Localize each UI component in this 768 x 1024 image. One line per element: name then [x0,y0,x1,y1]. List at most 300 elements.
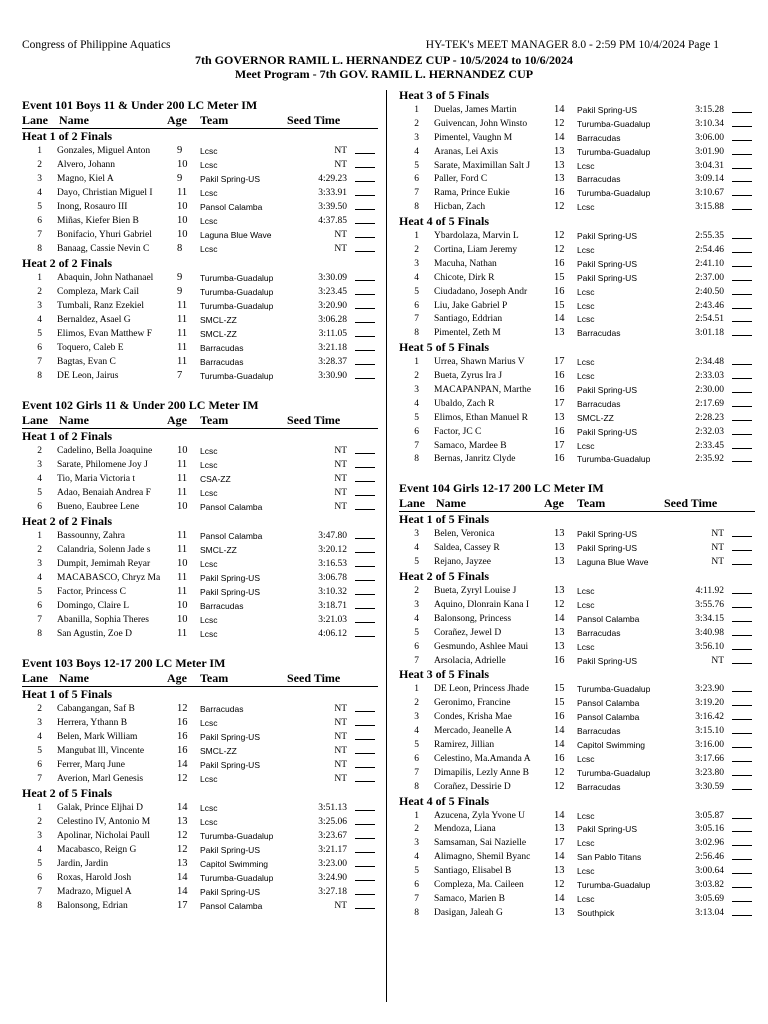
finals-time-blank [732,126,752,127]
entry-row [22,857,378,871]
swimmer-name: Banaag, Cassie Nevin C [57,244,150,254]
swimmer-name: Adao, Benaiah Andrea F [57,488,151,498]
seed-time: 3:21.17 [318,845,347,855]
swimmer-age: 16 [554,384,565,396]
swimmer-name: Macuha, Nathan [434,258,497,269]
swimmer-name: Aranas, Lei Axis [434,146,499,157]
swimmer-age: 16 [554,187,565,199]
swimmer-age: 11 [177,459,188,470]
team-name: Lcsc [577,245,595,256]
entry-row [22,200,378,214]
swimmer-name: Samaco, Mardee B [434,440,507,451]
finals-time-blank [355,495,375,496]
finals-time-blank [355,767,375,768]
entry-row [399,541,755,555]
lane-number: 3 [414,132,419,143]
finals-time-blank [355,739,375,740]
swimmer-age: 12 [177,703,188,714]
heat-title: Heat 2 of 5 Finals [399,569,489,584]
finals-time-blank [355,153,375,154]
seed-time: 3:24.90 [318,873,347,883]
swimmer-name: MACABASCO, Chryz Ma [57,573,161,583]
finals-time-blank [355,181,375,182]
team-name: Pansol Calamba [200,202,263,212]
entry-row [22,829,378,843]
finals-time-blank [732,420,752,421]
seed-time: NT [334,460,347,470]
swimmer-age: 11 [177,530,188,541]
team-name: Lcsc [200,774,218,784]
swimmer-name: Compleza, Ma. Caileen [434,879,524,890]
team-name: Lcsc [200,615,218,625]
lane-number: 2 [414,698,419,709]
entry-row [22,228,378,242]
entry-row [399,172,755,186]
entry-row [22,529,378,543]
swimmer-age: 16 [554,654,565,666]
swimmer-name: Gesmundo, Ashlee Maui [434,641,529,652]
entry-row [22,285,378,299]
swimmer-name: Sarate, Philomene Joy J [57,460,148,470]
swimmer-name: Domingo, Claire L [57,601,130,611]
team-name: Turumba-Guadalup [200,301,274,311]
entry-row [399,892,755,906]
swimmer-age: 17 [554,837,565,849]
swimmer-name: Elimos, Ethan Manuel R [434,412,528,423]
team-name: Pakil Spring-US [200,760,260,770]
team-name: Pakil Spring-US [577,426,637,437]
swimmer-name: Calandria, Solenn Jade s [57,545,151,555]
team-name: Pakil Spring-US [200,174,260,184]
team-name: San Pablo Titans [577,852,642,863]
entry-row [22,486,378,500]
lane-number: 8 [414,202,419,213]
seed-time: 4:06.12 [318,629,347,639]
lane-number: 3 [414,385,419,396]
swimmer-name: Averion, Marl Genesis [57,774,144,784]
team-name: Lcsc [577,160,595,171]
heat-title: Heat 3 of 5 Finals [399,667,489,682]
heat-title: Heat 1 of 2 Finals [22,429,112,443]
team-name: Turumba-Guadalup [577,767,651,778]
software-info: HY-TEK's MEET MANAGER 8.0 - 2:59 PM 10/4/2024 Page 1 [425,39,719,51]
swimmer-age: 16 [554,453,565,465]
lane-number: 4 [414,726,419,737]
entry-row [399,200,755,214]
seed-time: 3:20.90 [318,301,347,311]
swimmer-name: Bernaldez, Asael G [57,315,131,325]
swimmer-name: Bueno, Eaubree Lene [57,502,140,512]
entry-row [22,627,378,641]
team-name: Barracudas [200,704,244,714]
lane-number: 7 [414,314,419,325]
swimmer-age: 11 [177,572,188,583]
entry-row [399,696,755,710]
entry-row [399,780,755,794]
team-name: Lcsc [577,202,595,213]
seed-time: 3:16.53 [318,559,347,569]
entry-row [399,710,755,724]
team-name: SMCL-ZZ [577,412,614,423]
age-header: Age [167,671,187,685]
finals-time-blank [732,887,752,888]
seed-time: 3:02.96 [695,838,724,849]
team-name: Capitol Swimming [200,859,269,869]
entry-row [399,752,755,766]
seed-time: 3:16.00 [695,739,724,750]
finals-time-blank [355,364,375,365]
entry-row [399,906,755,920]
team-name: Barracudas [577,132,621,143]
swimmer-age: 9 [177,286,183,297]
team-name: Laguna Blue Wave [200,230,272,240]
seed-time: 2:32.03 [695,426,724,437]
team-name: Pansol Calamba [200,901,263,911]
swimmer-name: Hicban, Zach [434,202,486,213]
finals-time-blank [732,607,752,608]
swimmer-age: 12 [554,230,565,242]
team-name: Pansol Calamba [577,712,640,723]
lane-number: 7 [37,230,42,240]
finals-time-blank [732,181,752,182]
swimmer-age: 14 [554,892,565,904]
seed-time: 2:55.35 [695,231,724,242]
swimmer-age: 8 [177,243,183,254]
lane-number: 4 [414,272,419,283]
seed-time-header: Seed Time [664,496,718,511]
team-name: Lcsc [200,160,218,170]
finals-time-blank [355,251,375,252]
lane-number: 8 [37,629,42,639]
entry-row [22,744,378,758]
finals-time-blank [355,636,375,637]
seed-time: NT [334,746,347,756]
entry-row [399,285,755,299]
team-name: CSA-ZZ [200,474,231,484]
swimmer-age: 16 [554,711,565,723]
lane-number: 6 [37,873,42,883]
team-name: Pakil Spring-US [200,845,260,855]
entry-row [399,878,755,892]
swimmer-name: Chicote, Dirk R [434,272,495,283]
lane-number: 8 [414,328,419,339]
team-name: Pakil Spring-US [577,231,637,242]
swimmer-name: Cadelino, Bella Joaquine [57,446,153,456]
team-name: Turumba-Guadalup [577,146,651,157]
entry-row [22,144,378,158]
swimmer-name: Belen, Veronica [434,529,495,540]
seed-time: 3:27.18 [318,887,347,897]
heat-title: Heat 5 of 5 Finals [399,340,489,355]
swimmer-age: 13 [554,145,565,157]
team-name: Lcsc [200,488,218,498]
swimmer-name: Ubaldo, Zach R [434,398,495,409]
lane-number: 5 [37,746,42,756]
finals-time-blank [355,322,375,323]
entry-row [22,543,378,557]
lane-number: 3 [37,559,42,569]
lane-number: 3 [37,174,42,184]
entry-row [22,899,378,913]
entry-row [22,313,378,327]
entry-row [399,439,755,453]
swimmer-age: 13 [554,906,565,918]
entry-row [399,555,755,569]
finals-time-blank [732,705,752,706]
seed-time: 3:20.12 [318,545,347,555]
finals-time-blank [355,195,375,196]
swimmer-age: 7 [177,370,183,381]
team-name: Barracudas [577,328,621,339]
swimmer-age: 10 [177,501,188,512]
event-title: Event 101 Boys 11 & Under 200 LC Meter IM [22,98,258,112]
team-name: Lcsc [577,371,595,382]
swimmer-age: 13 [554,626,565,638]
lane-number: 6 [37,601,42,611]
swimmer-name: Belen, Mark William [57,732,138,742]
seed-time: 2:54.51 [695,314,724,325]
swimmer-age: 13 [554,542,565,554]
seed-time: NT [711,543,724,554]
entry-row [399,598,755,612]
lane-number: 7 [414,655,419,666]
finals-time-blank [732,789,752,790]
entry-row [22,341,378,355]
swimmer-name: Mendoza, Liana [434,824,496,835]
team-name: Barracudas [577,627,621,638]
swimmer-name: MACAPANPAN, Marthe [434,385,531,396]
team-name: Turumba-Guadalup [577,188,651,199]
seed-time: 3:40.98 [695,627,724,638]
swimmer-age: 11 [177,328,188,339]
swimmer-age: 10 [177,159,188,170]
lane-number: 6 [37,502,42,512]
swimmer-name: Galak, Prince Eljhai D [57,803,144,813]
swimmer-name: Celestino IV, Antonio M [57,817,151,827]
seed-time: 2:37.00 [695,272,724,283]
entry-row [399,383,755,397]
heat-title: Heat 4 of 5 Finals [399,214,489,229]
swimmer-age: 12 [554,780,565,792]
lane-number: 2 [414,586,419,597]
entry-row [399,626,755,640]
swimmer-age: 13 [177,816,188,827]
swimmer-name: Dumpit, Jemimah Reyar [57,559,151,569]
team-name: Turumba-Guadalup [200,273,274,283]
swimmer-name: Sarate, Maximillan Salt J [434,160,531,171]
entry-row [399,229,755,243]
seed-time: 3:10.67 [695,188,724,199]
team-name: Lcsc [577,586,595,597]
entry-row [399,145,755,159]
entry-row [399,640,755,654]
team-name: Pakil Spring-US [577,655,637,666]
lane-number: 3 [414,712,419,723]
entry-row [399,425,755,439]
seed-time: 3:17.66 [695,753,724,764]
swimmer-name: San Agustin, Zoe D [57,629,132,639]
entry-row [399,584,755,598]
seed-time: 3:23.67 [318,831,347,841]
swimmer-name: Elimos, Evan Matthew F [57,329,152,339]
swimmer-age: 14 [177,886,188,897]
entry-row [399,654,755,668]
swimmer-age: 14 [554,738,565,750]
seed-time: 3:23.80 [695,767,724,778]
swimmer-age: 10 [177,215,188,226]
swimmer-name: Bueta, Zyrus Ira J [434,371,503,382]
lane-number: 2 [414,371,419,382]
name-header: Name [436,496,466,511]
swimmer-age: 11 [177,628,188,639]
team-name: Southpick [577,907,615,918]
swimmer-age: 16 [177,717,188,728]
swimmer-name: Dasigan, Jaleah G [434,907,503,918]
seed-time: 2:41.10 [695,258,724,269]
team-header: Team [577,496,606,511]
seed-time: 3:01.18 [695,328,724,339]
swimmer-age: 17 [554,439,565,451]
entry-row [22,214,378,228]
lane-number: 6 [414,641,419,652]
entry-row [22,369,378,383]
swimmer-name: Abanilla, Sophia Theres [57,615,149,625]
lane-number: 4 [414,398,419,409]
lane-number: 3 [37,460,42,470]
team-name: Lcsc [577,599,595,610]
lane-header: Lane [399,496,426,511]
entry-row [22,702,378,716]
meet-title: 7th GOVERNOR RAMIL L. HERNANDEZ CUP - 10/5/2024 to 10/6/2024 [194,53,574,67]
finals-time-blank [355,552,375,553]
team-name: Lcsc [200,803,218,813]
swimmer-name: Azucena, Zyla Yvone U [434,810,526,821]
finals-time-blank [732,775,752,776]
age-header: Age [167,413,187,427]
lane-number: 7 [37,615,42,625]
team-header: Team [200,671,229,685]
seed-time: NT [334,474,347,484]
swimmer-name: Factor, Princess C [57,587,127,597]
swimmer-name: Bassounny, Zahra [57,531,125,541]
finals-time-blank [355,838,375,839]
swimmer-name: Rama, Prince Eukie [434,188,510,199]
finals-time-blank [355,880,375,881]
swimmer-age: 12 [177,830,188,841]
lane-number: 3 [414,529,419,540]
swimmer-name: Cabangangan, Saf B [57,704,135,714]
team-name: Lcsc [577,314,595,325]
lane-number: 2 [37,160,42,170]
swimmer-name: Liu, Jake Gabriel P [434,300,508,311]
entry-row [22,571,378,585]
lane-number: 5 [414,739,419,750]
seed-time: 2:30.00 [695,385,724,396]
finals-time-blank [732,635,752,636]
entry-row [399,326,755,340]
entry-row [399,724,755,738]
swimmer-age: 16 [554,285,565,297]
team-name: Turumba-Guadalup [577,879,651,890]
team-name: Pakil Spring-US [200,887,260,897]
finals-time-blank [732,719,752,720]
heat-title: Heat 2 of 2 Finals [22,256,112,270]
team-name: Turumba-Guadalup [577,454,651,465]
team-name: Lcsc [577,440,595,451]
swimmer-age: 16 [177,745,188,756]
finals-time-blank [732,691,752,692]
entry-row [22,716,378,730]
entry-row [399,257,755,271]
lane-number: 6 [37,343,42,353]
swimmer-name: Cortina, Liam Jeremy [434,245,518,256]
swimmer-age: 16 [177,731,188,742]
finals-time-blank [732,168,752,169]
lane-number: 2 [37,817,42,827]
swimmer-age: 14 [554,131,565,143]
lane-number: 4 [37,474,42,484]
seed-time: 3:56.10 [695,641,724,652]
swimmer-name: DE Leon, Jairus [57,371,119,381]
swimmer-age: 11 [177,187,188,198]
seed-time: 3:18.71 [318,601,347,611]
swimmer-name: Apolinar, Nicholai Paull [57,831,150,841]
seed-time: 3:13.04 [695,907,724,918]
entry-row [22,801,378,815]
team-name: Lcsc [200,629,218,639]
lane-number: 7 [37,774,42,784]
lane-number: 4 [37,732,42,742]
swimmer-age: 14 [177,802,188,813]
team-name: Lcsc [200,718,218,728]
seed-time: 3:33.91 [318,188,347,198]
team-name: Lcsc [200,446,218,456]
lane-number: 5 [37,587,42,597]
finals-time-blank [355,608,375,609]
swimmer-name: Duelas, James Martin [434,105,517,115]
swimmer-name: Arsolacia, Adrielle [434,655,506,666]
seed-time: 4:37.85 [318,216,347,226]
team-name: Lcsc [200,460,218,470]
finals-time-blank [732,901,752,902]
seed-time: 3:15.28 [695,105,724,115]
finals-time-blank [732,461,752,462]
lane-number: 2 [37,704,42,714]
finals-time-blank [355,237,375,238]
section-gap [22,383,378,397]
finals-time-blank [355,908,375,909]
swimmer-name: Toquero, Caleb E [57,343,124,353]
team-name: Laguna Blue Wave [577,557,649,568]
finals-time-blank [355,725,375,726]
swimmer-age: 15 [554,271,565,283]
seed-time: NT [711,529,724,540]
swimmer-name: Balonsong, Edrian [57,901,128,911]
team-name: Pansol Calamba [577,613,640,624]
seed-time: 3:05.87 [695,810,724,821]
seed-time: NT [334,774,347,784]
lane-number: 5 [37,859,42,869]
swimmer-name: Tio, Maria Victoria t [57,474,136,484]
lane-number: 3 [37,301,42,311]
lane-number: 4 [414,852,419,863]
team-header: Team [200,113,229,127]
entry-row [22,299,378,313]
finals-time-blank [732,536,752,537]
team-name: Pakil Spring-US [577,258,637,269]
finals-time-blank [732,364,752,365]
entry-row [399,312,755,326]
